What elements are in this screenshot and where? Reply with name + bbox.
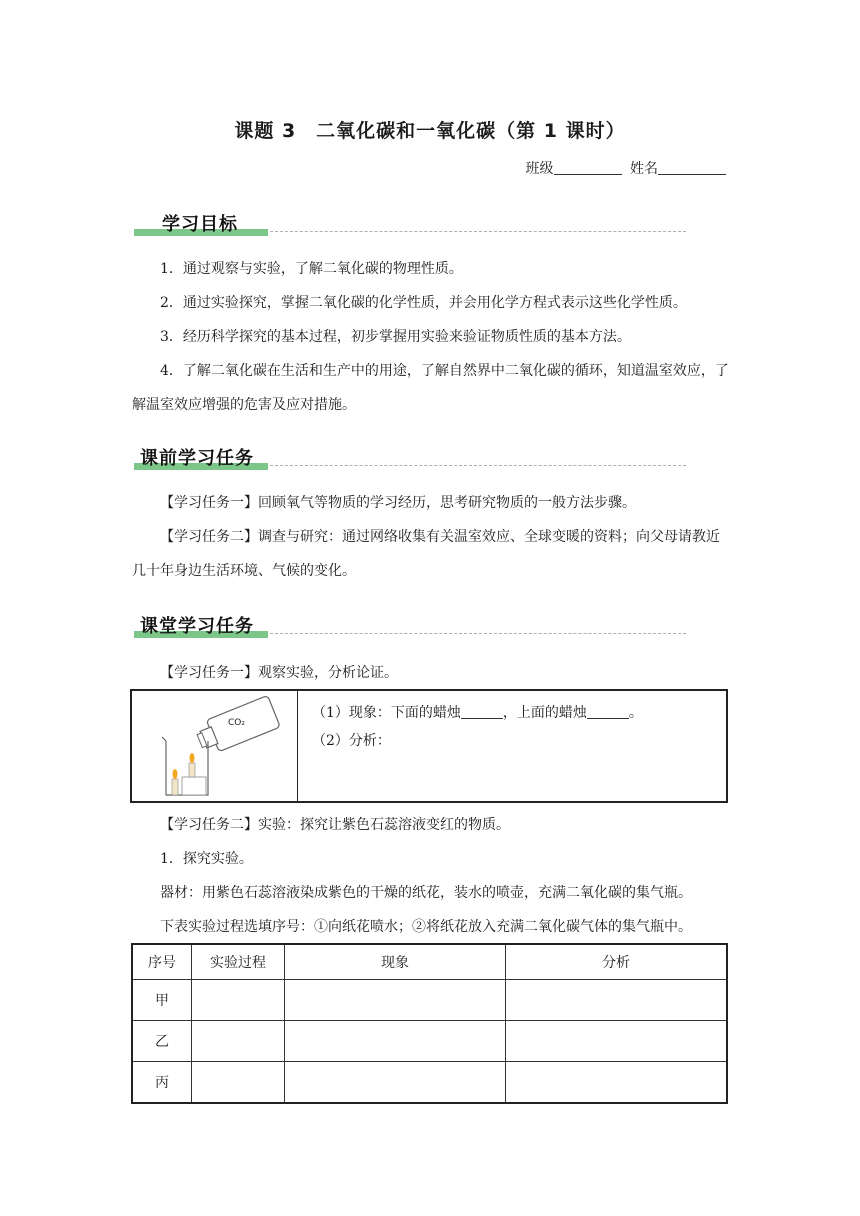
- goals-list: [132, 252, 730, 422]
- analysis-cell[interactable]: [506, 980, 728, 1021]
- heading-label: 学习目标: [162, 214, 238, 235]
- header-cell: 序号: [132, 944, 192, 980]
- process-cell[interactable]: [192, 980, 285, 1021]
- header-cell: 现象: [285, 944, 506, 980]
- row-label: 乙: [132, 1021, 192, 1062]
- heading-dash: [270, 465, 686, 466]
- heading-dash: [270, 231, 686, 232]
- row-label: 丙: [132, 1062, 192, 1104]
- table-row: [132, 1062, 727, 1104]
- step1-text: 1．探究实验。: [160, 851, 253, 867]
- co2-label: CO₂: [228, 718, 245, 728]
- goal-item: 1．通过观察与实验，了解二氧化碳的物理性质。: [160, 261, 463, 277]
- answer-blank-upper[interactable]: [587, 704, 629, 719]
- row-label: 甲: [132, 980, 192, 1021]
- analysis-cell[interactable]: [506, 1021, 728, 1062]
- experiment-box: [130, 689, 728, 803]
- heading-label: 课前学习任务: [140, 448, 254, 469]
- pre-task-item: 【学习任务一】回顾氧气等物质的学习经历，思考研究物质的一般方法步骤。: [160, 495, 636, 511]
- instruction-text: 下表实验过程选填序号：①向纸花喷水；②将纸花放入充满二氧化碳气体的集气瓶中。: [160, 919, 692, 935]
- pre-task-list: [132, 486, 730, 588]
- goal-item: 4．了解二氧化碳在生活和生产中的用途，了解自然界中二氧化碳的循环，知道温室效应，了解温室效应增强的危害及应对措施。: [132, 363, 729, 413]
- table-row: [132, 1021, 727, 1062]
- class-label: 班级: [525, 161, 554, 177]
- table-row: [132, 980, 727, 1021]
- experiment-questions: [312, 699, 643, 755]
- class-task2-block: [132, 808, 730, 944]
- header-cell: 实验过程: [192, 944, 285, 980]
- materials-text: 器材：用紫色石蕊溶液染成紫色的干燥的纸花，装水的喷壶，充满二氧化碳的集气瓶。: [160, 885, 692, 901]
- name-blank[interactable]: [658, 160, 726, 175]
- process-cell[interactable]: [192, 1062, 285, 1104]
- analysis-cell[interactable]: [506, 1062, 728, 1104]
- question-2: （2）分析：: [312, 733, 391, 749]
- heading-label: 课堂学习任务: [140, 616, 254, 637]
- co2-experiment-illustration: [154, 695, 284, 799]
- header-cell: 分析: [506, 944, 728, 980]
- table-header-row: [132, 944, 727, 980]
- goal-item: 3．经历科学探究的基本过程，初步掌握用实验来验证物质性质的基本方法。: [160, 329, 631, 345]
- process-cell[interactable]: [192, 1021, 285, 1062]
- phenomenon-cell[interactable]: [285, 980, 506, 1021]
- box-divider: [297, 691, 298, 801]
- task2-text: 【学习任务二】实验：探究让紫色石蕊溶液变红的物质。: [160, 817, 510, 833]
- section-heading-pre: [134, 444, 686, 470]
- section-heading-class: [134, 612, 686, 638]
- class-name-line: [526, 158, 730, 178]
- phenomenon-cell[interactable]: [285, 1021, 506, 1062]
- class-blank[interactable]: [554, 160, 622, 175]
- heading-dash: [270, 633, 686, 634]
- phenomenon-cell[interactable]: [285, 1062, 506, 1104]
- page-title: 课题 3 二氧化碳和一氧化碳（第 1 课时）: [234, 120, 626, 142]
- name-label: 姓名: [630, 161, 658, 177]
- section-heading-goals: [134, 210, 686, 236]
- answer-blank-lower[interactable]: [461, 704, 503, 719]
- goal-item: 2．通过实验探究，掌握二氧化碳的化学性质，并会用化学方程式表示这些化学性质。: [160, 295, 687, 311]
- pre-task-item: 【学习任务二】调查与研究：通过网络收集有关温室效应、全球变暖的资料；向父母请教近几十年身边生活环境、气候的变化。: [132, 529, 720, 579]
- class-task1: [132, 656, 730, 690]
- question-1: （1）现象：下面的蜡烛 ，上面的蜡烛 。: [312, 705, 643, 721]
- experiment-table: [131, 943, 728, 1104]
- task1-text: 【学习任务一】观察实验，分析论证。: [160, 665, 398, 681]
